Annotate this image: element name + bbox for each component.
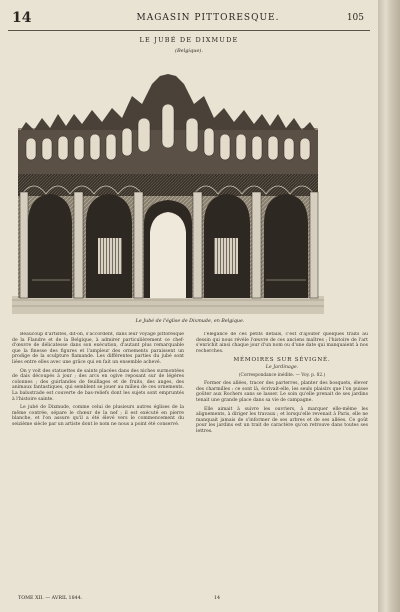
paragraph: Le jubé de Dixmude, comme celui de plusieurs autres églises de la même contrée, sépare le chœur de la nef ; il est exécuté en pierre blanche, et l'on assure qu'il a été élevé vers le commencement du seizième siècle par un artiste dont le nom ne nous a point été conservé. (12, 405, 184, 427)
page-number-left: 14 (12, 10, 32, 26)
paragraph: l'élégance de ces petits détails, c'est d'ajouter quelques traits au dessin qui nous révèle l'œuvre de ces anciens maîtres ; l'histoire de l'art s'enrichit ainsi chaque jour d'un nom ou d'une date qui manquaient à nos recherches. (196, 332, 368, 354)
footer-volume: TOME XII. — AVRIL 1844. (18, 596, 83, 601)
article-title: LE JUBÉ DE DIXMUDE (139, 36, 239, 44)
rood-screen-engraving (12, 74, 324, 314)
page-header (8, 8, 370, 31)
text-column-right (196, 332, 368, 572)
section-subtitle: Le Jardinage. (265, 364, 299, 370)
paragraph: Elle aimait à suivre les ouvriers, à marquer elle-même les alignements, à diriger les travaux ; et lorsqu'elle revenait à Paris, elle ne manquait jamais de s'informer de ses arbres et de ses allées. Ce goût pour les jardins est un trait de caractère qu'on retrouve dans toutes ses lettres. (196, 406, 368, 434)
text-column-left (12, 332, 184, 604)
article-subtitle: (Belgique). (175, 48, 203, 54)
engraving-caption: Le Jubé de l'église de Dixmude, en Belgique. (135, 319, 245, 324)
running-title: MAGASIN PITTORESQUE. (136, 13, 280, 23)
book-page-edge (378, 0, 400, 612)
page-footer (14, 596, 364, 606)
paragraph: Beaucoup d'artistes, dit-on, s'accordent, dans leur voyage pittoresque de la Flandre et de la Belgique, à admirer particulièrement ce chef-d'œuvre de délicatesse dans son exécution, d'autant plus remarquable que la finesse des figures et l'ampleur des ornements paraissent un prodige de la sculpture flamande. Les différentes parties du jubé sont liées entre elles avec une grâce qui en fait un ensemble achevé. (12, 332, 184, 365)
paragraph: Former des allées, tracer des parterres, planter des bosquets, élever des charmilles : ce sont là, écrivait-elle, les seuls plaisirs que l'on puisse goûter aux Rochers sans se lasser. Le soin qu'elle prenait de ses jardins tenait une grande place dans sa vie de campagne. (196, 381, 368, 403)
section-note: (Correspondance inédite. — Voy. p. 82.) (238, 372, 326, 378)
paragraph: On y voit des statuettes de saints placées dans des niches surmontées de dais découpés à jour ; des arcs en ogive reposant sur de légères colonnes ; des guirlandes de feuillages et de fruits, des anges, des animaux fantastiques, qui semblent se jouer au milieu de ces ornements. La balustrade est couverte de bas-reliefs dont les sujets sont empruntés à l'histoire sainte. (12, 368, 184, 402)
section-title: MÉMOIRES SUR SÉVIGNÉ. (233, 357, 331, 364)
footer-signature: 14 (214, 596, 221, 601)
page-number-right: 105 (346, 13, 364, 23)
